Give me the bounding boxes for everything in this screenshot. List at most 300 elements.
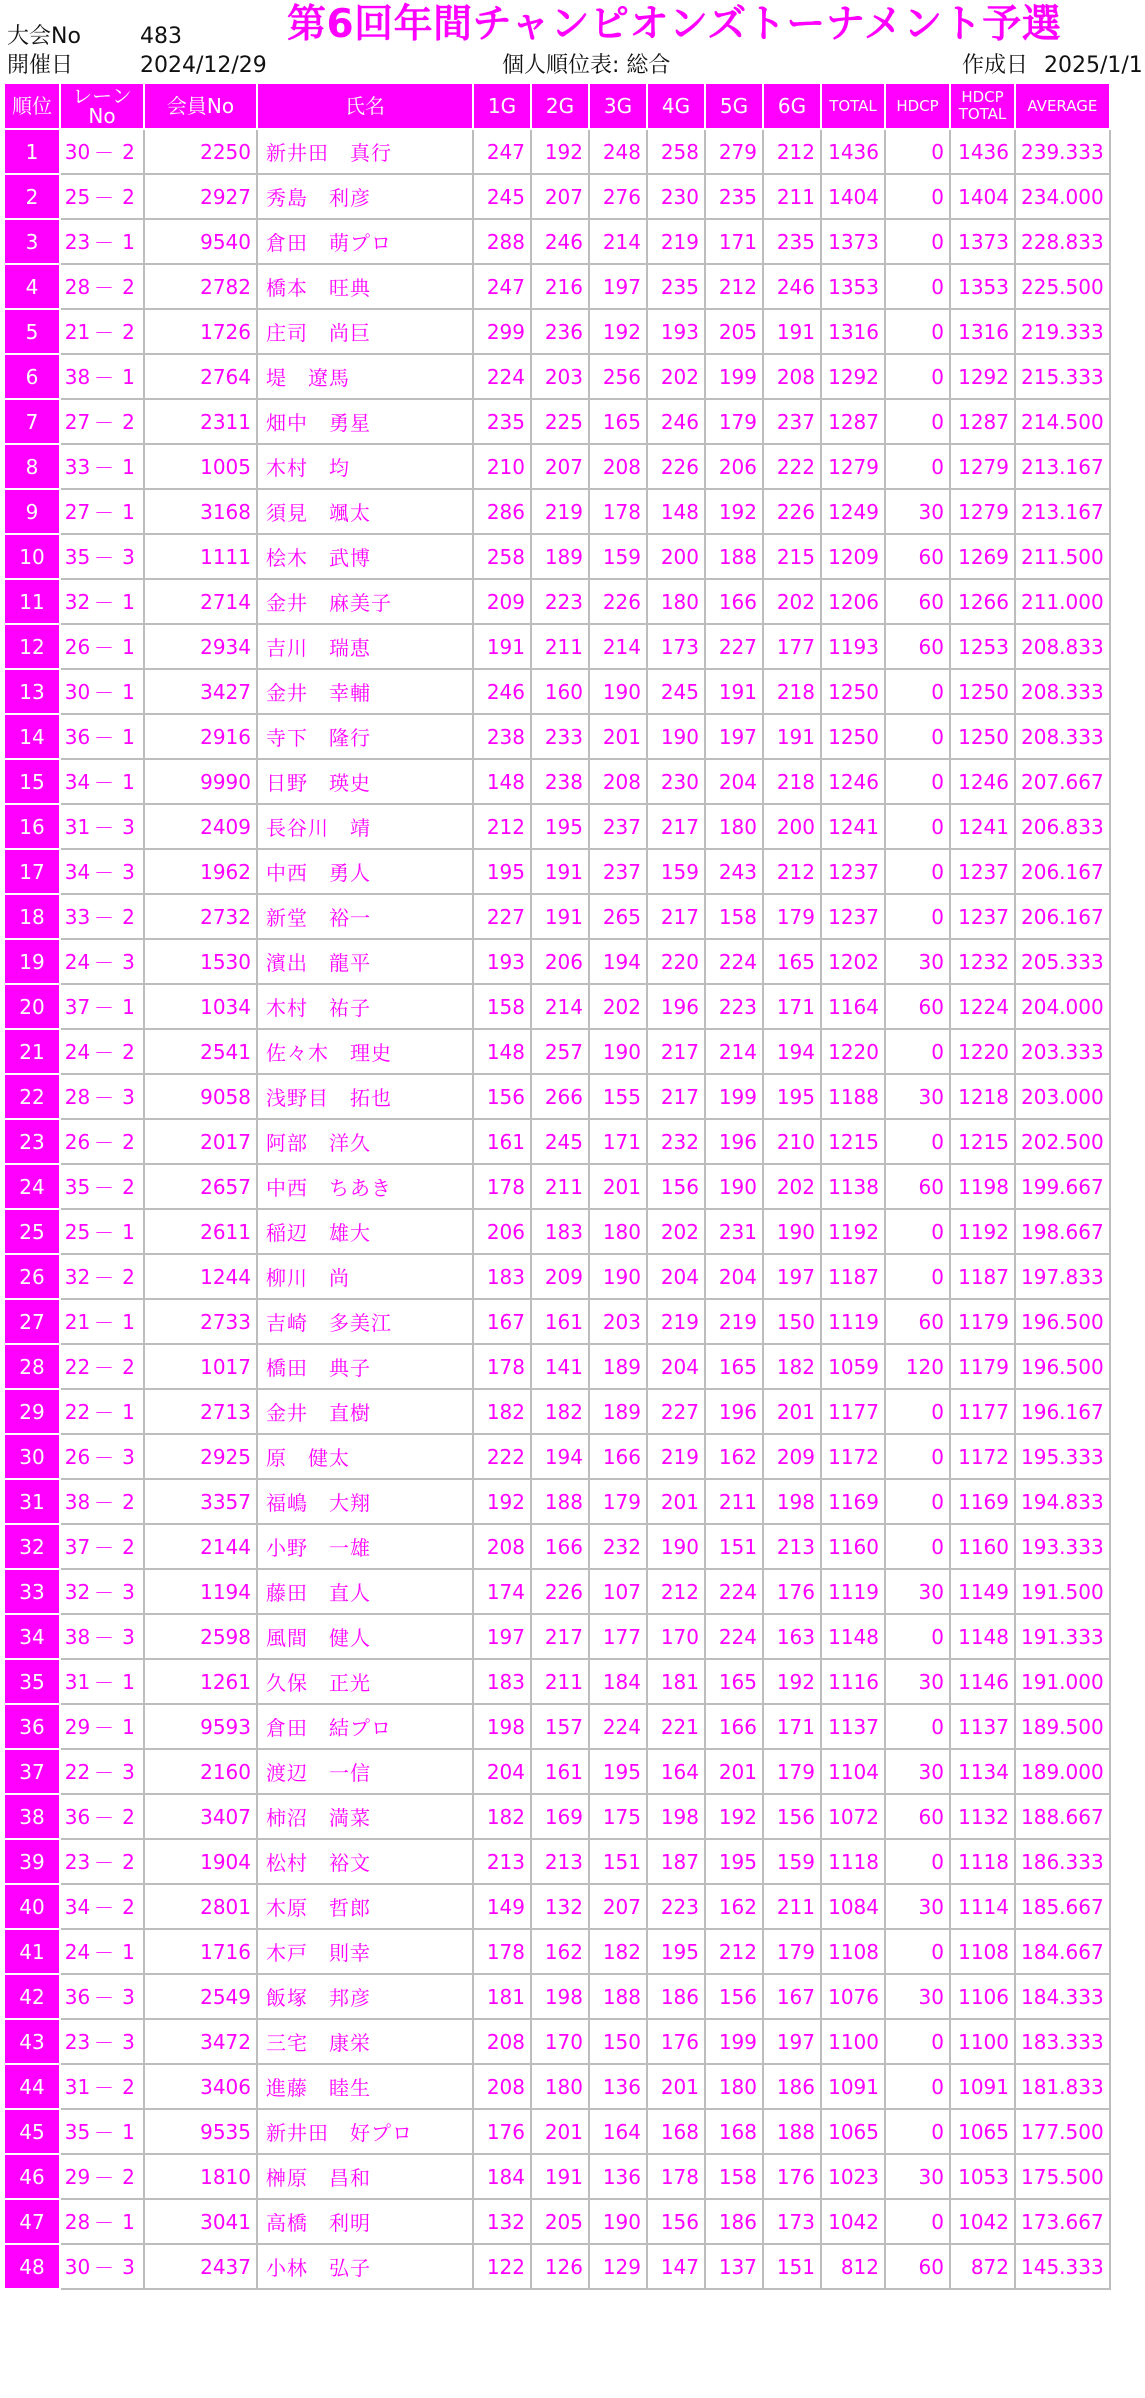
- total-score: 1250: [821, 714, 885, 759]
- game3-score: 171: [589, 1119, 647, 1164]
- hdcp-total-score: 1250: [950, 669, 1015, 714]
- rank-cell: 9: [4, 489, 60, 534]
- hdcp-total-score: 1269: [950, 534, 1015, 579]
- game5-score: 188: [705, 534, 763, 579]
- col-g4-header: 4G: [647, 83, 705, 129]
- rank-cell: 45: [4, 2109, 60, 2154]
- table-row: [4, 1614, 1110, 1659]
- lane-cell: 30: [60, 669, 94, 714]
- rank-cell: 44: [4, 2064, 60, 2109]
- table-row: [4, 1209, 1110, 1254]
- game4-score: 230: [647, 759, 705, 804]
- hdcp-score: 0: [885, 1254, 950, 1299]
- table-row: [4, 939, 1110, 984]
- hdcp-score: 0: [885, 714, 950, 759]
- player-name-cell: 高橋 利明: [257, 2199, 473, 2244]
- hdcp-total-score: 1100: [950, 2019, 1015, 2064]
- lane-sub-cell: 2: [114, 1884, 144, 1929]
- game4-score: 148: [647, 489, 705, 534]
- game2-score: 209: [531, 1254, 589, 1299]
- game5-score: 180: [705, 804, 763, 849]
- lane-cell: 22: [60, 1389, 94, 1434]
- game5-score: 191: [705, 669, 763, 714]
- game6-score: 235: [763, 219, 821, 264]
- game1-score: 208: [473, 1524, 531, 1569]
- table-row: [4, 2244, 1110, 2289]
- member-no-cell: 1810: [144, 2154, 257, 2199]
- member-no-cell: 1005: [144, 444, 257, 489]
- game5-score: 231: [705, 1209, 763, 1254]
- rank-cell: 48: [4, 2244, 60, 2289]
- average-score: 239.333: [1015, 129, 1110, 174]
- game1-score: 148: [473, 759, 531, 804]
- game6-score: 197: [763, 1254, 821, 1299]
- game2-score: 169: [531, 1794, 589, 1839]
- player-name-cell: 飯塚 邦彦: [257, 1974, 473, 2019]
- game4-score: 212: [647, 1569, 705, 1614]
- game3-score: 189: [589, 1389, 647, 1434]
- total-score: 1084: [821, 1884, 885, 1929]
- game3-score: 190: [589, 1254, 647, 1299]
- average-score: 188.667: [1015, 1794, 1110, 1839]
- table-row: [4, 1704, 1110, 1749]
- game3-score: 165: [589, 399, 647, 444]
- game6-score: 179: [763, 1749, 821, 1794]
- game1-score: 149: [473, 1884, 531, 1929]
- lane-cell: 26: [60, 624, 94, 669]
- lane-separator: －: [94, 2154, 114, 2199]
- game6-score: 200: [763, 804, 821, 849]
- total-score: 1353: [821, 264, 885, 309]
- game3-score: 237: [589, 804, 647, 849]
- hdcp-total-score: 1065: [950, 2109, 1015, 2154]
- player-name-cell: 吉川 瑞恵: [257, 624, 473, 669]
- lane-cell: 24: [60, 1929, 94, 1974]
- member-no-cell: 3407: [144, 1794, 257, 1839]
- total-score: 1164: [821, 984, 885, 1029]
- lane-separator: －: [94, 534, 114, 579]
- game2-score: 157: [531, 1704, 589, 1749]
- hdcp-total-score: 1237: [950, 849, 1015, 894]
- player-name-cell: 風間 健人: [257, 1614, 473, 1659]
- average-score: 189.500: [1015, 1704, 1110, 1749]
- game3-score: 190: [589, 669, 647, 714]
- lane-separator: －: [94, 1839, 114, 1884]
- game5-score: 168: [705, 2109, 763, 2154]
- game1-score: 181: [473, 1974, 531, 2019]
- player-name-cell: 堤 遼馬: [257, 354, 473, 399]
- hdcp-score: 60: [885, 1299, 950, 1344]
- game1-score: 246: [473, 669, 531, 714]
- hdcp-total-score: 1250: [950, 714, 1015, 759]
- lane-cell: 36: [60, 714, 94, 759]
- hdcp-total-score: 1042: [950, 2199, 1015, 2244]
- hdcp-total-score: 1137: [950, 1704, 1015, 1749]
- hdcp-score: 0: [885, 2199, 950, 2244]
- game1-score: 167: [473, 1299, 531, 1344]
- player-name-cell: 倉田 萌プロ: [257, 219, 473, 264]
- lane-sub-cell: 2: [114, 2154, 144, 2199]
- lane-cell: 25: [60, 174, 94, 219]
- game1-score: 208: [473, 2064, 531, 2109]
- player-name-cell: 庄司 尚巨: [257, 309, 473, 354]
- average-score: 191.500: [1015, 1569, 1110, 1614]
- lane-sub-cell: 1: [114, 219, 144, 264]
- game3-score: 256: [589, 354, 647, 399]
- table-row: [4, 1929, 1110, 1974]
- lane-sub-cell: 3: [114, 2019, 144, 2064]
- average-score: 213.167: [1015, 444, 1110, 489]
- lane-cell: 23: [60, 2019, 94, 2064]
- hdcp-score: 30: [885, 2154, 950, 2199]
- date-label: 開催日: [7, 53, 74, 78]
- hdcp-score: 0: [885, 1929, 950, 1974]
- table-row: [4, 1164, 1110, 1209]
- hdcp-score: 30: [885, 489, 950, 534]
- game1-score: 183: [473, 1659, 531, 1704]
- game2-score: 195: [531, 804, 589, 849]
- game4-score: 221: [647, 1704, 705, 1749]
- game6-score: 179: [763, 894, 821, 939]
- table-row: [4, 2019, 1110, 2064]
- rank-cell: 37: [4, 1749, 60, 1794]
- game2-score: 213: [531, 1839, 589, 1884]
- game4-score: 223: [647, 1884, 705, 1929]
- lane-separator: －: [94, 1434, 114, 1479]
- hdcp-total-line1: HDCP: [961, 88, 1004, 106]
- lane-sub-cell: 2: [114, 894, 144, 939]
- average-score: 196.500: [1015, 1344, 1110, 1389]
- table-row: [4, 1794, 1110, 1839]
- game4-score: 201: [647, 2064, 705, 2109]
- game6-score: 222: [763, 444, 821, 489]
- lane-cell: 29: [60, 2154, 94, 2199]
- average-score: 206.167: [1015, 894, 1110, 939]
- member-no-cell: 2541: [144, 1029, 257, 1074]
- col-g5-header: 5G: [705, 83, 763, 129]
- lane-separator: －: [94, 1749, 114, 1794]
- game5-score: 199: [705, 2019, 763, 2064]
- lane-cell: 23: [60, 1839, 94, 1884]
- hdcp-total-score: 1118: [950, 1839, 1015, 1884]
- member-no-cell: 2017: [144, 1119, 257, 1164]
- lane-separator: －: [94, 174, 114, 219]
- hdcp-score: 0: [885, 759, 950, 804]
- game1-score: 212: [473, 804, 531, 849]
- game5-score: 165: [705, 1659, 763, 1704]
- member-no-cell: 2934: [144, 624, 257, 669]
- player-name-cell: 金井 幸輔: [257, 669, 473, 714]
- game6-score: 171: [763, 984, 821, 1029]
- hdcp-score: 60: [885, 1164, 950, 1209]
- lane-cell: 34: [60, 849, 94, 894]
- game3-score: 155: [589, 1074, 647, 1119]
- game3-score: 192: [589, 309, 647, 354]
- ranking-label: 個人順位表: 総合: [502, 53, 671, 78]
- game5-score: 162: [705, 1434, 763, 1479]
- game1-score: 247: [473, 129, 531, 174]
- player-name-cell: 榊原 昌和: [257, 2154, 473, 2199]
- game3-score: 151: [589, 1839, 647, 1884]
- game5-score: 137: [705, 2244, 763, 2289]
- rank-cell: 12: [4, 624, 60, 669]
- table-row: [4, 984, 1110, 1029]
- lane-sub-cell: 3: [114, 804, 144, 849]
- game6-score: 190: [763, 1209, 821, 1254]
- game3-score: 224: [589, 1704, 647, 1749]
- average-score: 228.833: [1015, 219, 1110, 264]
- hdcp-score: 0: [885, 849, 950, 894]
- game6-score: 182: [763, 1344, 821, 1389]
- game6-score: 202: [763, 1164, 821, 1209]
- lane-cell: 35: [60, 2109, 94, 2154]
- hdcp-score: 0: [885, 1524, 950, 1569]
- game1-score: 176: [473, 2109, 531, 2154]
- member-no-cell: 2801: [144, 1884, 257, 1929]
- rank-cell: 33: [4, 1569, 60, 1614]
- game6-score: 179: [763, 1929, 821, 1974]
- lane-separator: －: [94, 129, 114, 174]
- rank-cell: 11: [4, 579, 60, 624]
- total-score: 1065: [821, 2109, 885, 2154]
- total-score: 1237: [821, 894, 885, 939]
- player-name-cell: 新井田 真行: [257, 129, 473, 174]
- game6-score: 246: [763, 264, 821, 309]
- game6-score: 201: [763, 1389, 821, 1434]
- hdcp-total-score: 1177: [950, 1389, 1015, 1434]
- game3-score: 195: [589, 1749, 647, 1794]
- game3-score: 226: [589, 579, 647, 624]
- game1-score: 247: [473, 264, 531, 309]
- hdcp-total-score: 1246: [950, 759, 1015, 804]
- rank-cell: 15: [4, 759, 60, 804]
- hdcp-score: 60: [885, 534, 950, 579]
- lane-separator: －: [94, 399, 114, 444]
- table-row: [4, 174, 1110, 219]
- hdcp-score: 0: [885, 399, 950, 444]
- player-name-cell: 中西 勇人: [257, 849, 473, 894]
- player-name-cell: 佐々木 理史: [257, 1029, 473, 1074]
- lane-sub-cell: 1: [114, 1929, 144, 1974]
- lane-sub-cell: 1: [114, 759, 144, 804]
- lane-sub-cell: 2: [114, 309, 144, 354]
- lane-sub-cell: 1: [114, 444, 144, 489]
- lane-separator: －: [94, 444, 114, 489]
- hdcp-score: 0: [885, 2019, 950, 2064]
- lane-separator: －: [94, 1164, 114, 1209]
- member-no-cell: 1716: [144, 1929, 257, 1974]
- hdcp-total-score: 1187: [950, 1254, 1015, 1299]
- total-score: 1279: [821, 444, 885, 489]
- total-score: 1209: [821, 534, 885, 579]
- game1-score: 208: [473, 2019, 531, 2064]
- total-score: 1404: [821, 174, 885, 219]
- game1-score: 210: [473, 444, 531, 489]
- hdcp-score: 60: [885, 579, 950, 624]
- table-row: [4, 2154, 1110, 2199]
- game3-score: 197: [589, 264, 647, 309]
- lane-sub-cell: 2: [114, 399, 144, 444]
- player-name-cell: 阿部 洋久: [257, 1119, 473, 1164]
- table-row: [4, 2064, 1110, 2109]
- game2-score: 203: [531, 354, 589, 399]
- game6-score: 192: [763, 1659, 821, 1704]
- lane-separator: －: [94, 219, 114, 264]
- table-row: [4, 354, 1110, 399]
- date-value: 2024/12/29: [140, 53, 267, 78]
- game3-score: 190: [589, 1029, 647, 1074]
- table-row: [4, 1434, 1110, 1479]
- game6-score: 159: [763, 1839, 821, 1884]
- col-member-header: 会員No: [144, 83, 257, 129]
- rank-cell: 1: [4, 129, 60, 174]
- lane-cell: 38: [60, 1479, 94, 1524]
- hdcp-total-score: 1114: [950, 1884, 1015, 1929]
- game1-score: 258: [473, 534, 531, 579]
- lane-separator: －: [94, 354, 114, 399]
- lane-cell: 31: [60, 1659, 94, 1704]
- member-no-cell: 2549: [144, 1974, 257, 2019]
- hdcp-score: 30: [885, 1569, 950, 1614]
- total-score: 1287: [821, 399, 885, 444]
- table-row: [4, 399, 1110, 444]
- hdcp-score: 120: [885, 1344, 950, 1389]
- lane-separator: －: [94, 894, 114, 939]
- lane-sub-cell: 2: [114, 264, 144, 309]
- member-no-cell: 2916: [144, 714, 257, 759]
- table-row: [4, 1254, 1110, 1299]
- lane-cell: 21: [60, 1299, 94, 1344]
- game5-score: 179: [705, 399, 763, 444]
- game4-score: 198: [647, 1794, 705, 1839]
- game6-score: 156: [763, 1794, 821, 1839]
- member-no-cell: 2733: [144, 1299, 257, 1344]
- player-name-cell: 橋田 典子: [257, 1344, 473, 1389]
- lane-sub-cell: 1: [114, 579, 144, 624]
- game4-score: 181: [647, 1659, 705, 1704]
- game5-score: 199: [705, 354, 763, 399]
- average-score: 234.000: [1015, 174, 1110, 219]
- game4-score: 217: [647, 894, 705, 939]
- average-score: 211.000: [1015, 579, 1110, 624]
- hdcp-total-score: 1106: [950, 1974, 1015, 2019]
- game2-score: 191: [531, 2154, 589, 2199]
- game2-score: 225: [531, 399, 589, 444]
- lane-sub-cell: 1: [114, 1389, 144, 1434]
- table-row: [4, 579, 1110, 624]
- lane-separator: －: [94, 264, 114, 309]
- table-row: [4, 2199, 1110, 2244]
- game3-score: 178: [589, 489, 647, 534]
- hdcp-total-score: 1108: [950, 1929, 1015, 1974]
- game3-score: 136: [589, 2064, 647, 2109]
- game2-score: 191: [531, 894, 589, 939]
- game4-score: 220: [647, 939, 705, 984]
- table-row: [4, 1074, 1110, 1119]
- game6-score: 176: [763, 1569, 821, 1614]
- rank-cell: 22: [4, 1074, 60, 1119]
- game6-score: 237: [763, 399, 821, 444]
- game6-score: 195: [763, 1074, 821, 1119]
- game6-score: 197: [763, 2019, 821, 2064]
- hdcp-score: 0: [885, 1209, 950, 1254]
- game4-score: 196: [647, 984, 705, 1029]
- game1-score: 132: [473, 2199, 531, 2244]
- total-score: 812: [821, 2244, 885, 2289]
- total-score: 1206: [821, 579, 885, 624]
- average-score: 199.667: [1015, 1164, 1110, 1209]
- lane-sub-cell: 2: [114, 1794, 144, 1839]
- game3-score: 189: [589, 1344, 647, 1389]
- average-score: 213.167: [1015, 489, 1110, 534]
- average-score: 189.000: [1015, 1749, 1110, 1794]
- player-name-cell: 秀島 利彦: [257, 174, 473, 219]
- table-row: [4, 894, 1110, 939]
- lane-cell: 37: [60, 1524, 94, 1569]
- lane-cell: 21: [60, 309, 94, 354]
- game1-score: 213: [473, 1839, 531, 1884]
- average-score: 214.500: [1015, 399, 1110, 444]
- game5-score: 196: [705, 1389, 763, 1434]
- total-score: 1249: [821, 489, 885, 534]
- lane-cell: 38: [60, 354, 94, 399]
- game1-score: 178: [473, 1344, 531, 1389]
- table-row: [4, 1299, 1110, 1344]
- rank-cell: 16: [4, 804, 60, 849]
- rank-cell: 30: [4, 1434, 60, 1479]
- game6-score: 212: [763, 849, 821, 894]
- game2-score: 223: [531, 579, 589, 624]
- average-score: 173.667: [1015, 2199, 1110, 2244]
- game3-score: 248: [589, 129, 647, 174]
- table-row: [4, 2109, 1110, 2154]
- game1-score: 148: [473, 1029, 531, 1074]
- hdcp-total-score: 1232: [950, 939, 1015, 984]
- table-row: [4, 1029, 1110, 1074]
- player-name-cell: 中西 ちあき: [257, 1164, 473, 1209]
- total-score: 1023: [821, 2154, 885, 2199]
- hdcp-total-score: 1253: [950, 624, 1015, 669]
- lane-separator: －: [94, 1929, 114, 1974]
- game2-score: 246: [531, 219, 589, 264]
- lane-cell: 32: [60, 1569, 94, 1614]
- rank-cell: 20: [4, 984, 60, 1029]
- lane-sub-cell: 1: [114, 1209, 144, 1254]
- game2-score: 216: [531, 264, 589, 309]
- game4-score: 159: [647, 849, 705, 894]
- lane-cell: 36: [60, 1794, 94, 1839]
- player-name-cell: 三宅 康栄: [257, 2019, 473, 2064]
- player-name-cell: 桧木 武博: [257, 534, 473, 579]
- hdcp-score: 0: [885, 1389, 950, 1434]
- hdcp-score: 0: [885, 894, 950, 939]
- hdcp-total-score: 1241: [950, 804, 1015, 849]
- created-label: 作成日: [962, 53, 1029, 78]
- member-no-cell: 1962: [144, 849, 257, 894]
- rank-cell: 39: [4, 1839, 60, 1884]
- table-row: [4, 1344, 1110, 1389]
- rank-cell: 25: [4, 1209, 60, 1254]
- game6-score: 191: [763, 309, 821, 354]
- rank-cell: 35: [4, 1659, 60, 1704]
- game2-score: 211: [531, 1659, 589, 1704]
- game5-score: 279: [705, 129, 763, 174]
- table-row: [4, 309, 1110, 354]
- hdcp-total-score: 1192: [950, 1209, 1015, 1254]
- rank-cell: 41: [4, 1929, 60, 1974]
- member-no-cell: 2160: [144, 1749, 257, 1794]
- game5-score: 156: [705, 1974, 763, 2019]
